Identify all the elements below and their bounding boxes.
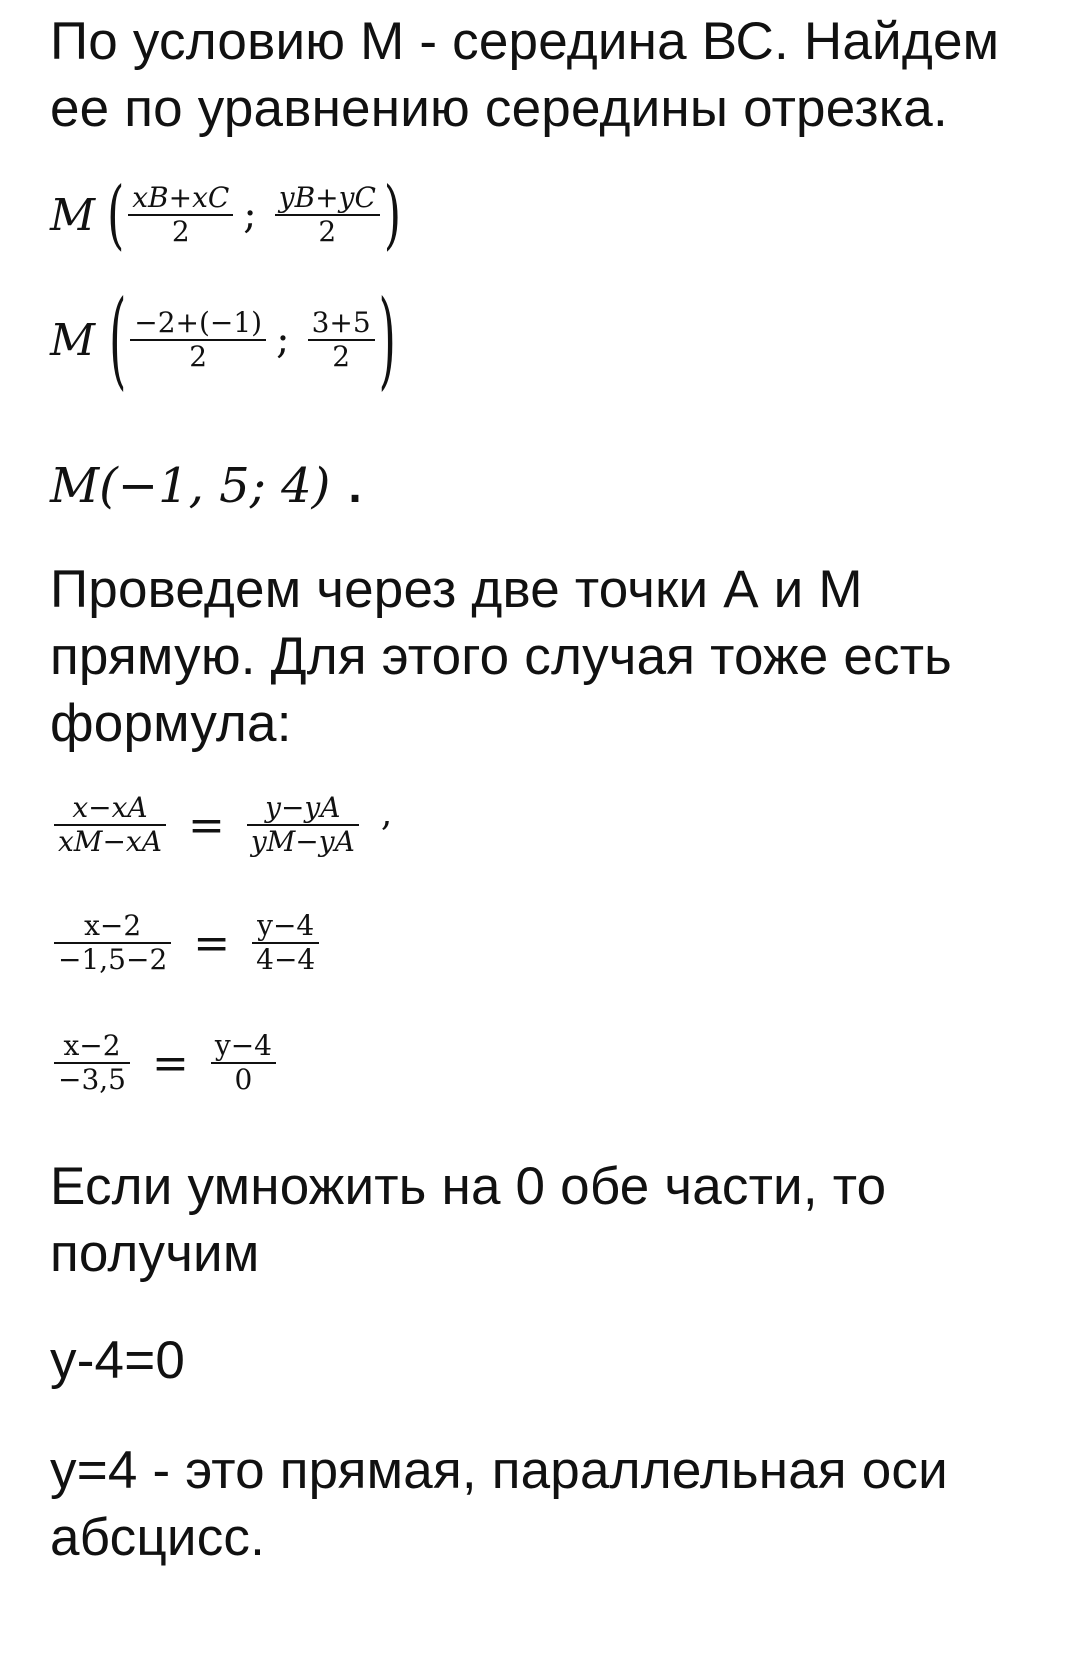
fraction-numerator: y−4 xyxy=(214,1029,272,1062)
multiply-paragraph: Если умножить на 0 обе части, то получим xyxy=(50,1157,887,1283)
midpoint-x-fraction xyxy=(128,182,233,248)
midpoint-formula: M ( $\frac{xB+xC}{2}$ ; $\frac{yB+yC}{2}$ ) xyxy=(50,171,402,259)
conclusion-paragraph: y=4 - это прямая, параллельная оси абсцисс. xyxy=(50,1441,948,1567)
midpoint-x-value-fraction xyxy=(130,307,266,373)
line-simplified: $\frac{x-2}{-3,5}$ = $\frac{y-4}{0}$ xyxy=(50,1030,280,1096)
fraction-denominator: 2 xyxy=(318,215,337,248)
fraction-denominator: −3,5 xyxy=(58,1063,126,1096)
midpoint-y-value-fraction xyxy=(308,307,375,373)
fraction-numerator: y−4 xyxy=(257,909,315,942)
fraction-numerator: x−2 xyxy=(84,909,142,942)
line-formula-left-fraction xyxy=(54,792,166,858)
line-simplified-right-fraction xyxy=(211,1030,276,1096)
line-substitution: $\frac{x-2}{-1,5-2}$ = $\frac{y-4}{4-4}$ xyxy=(50,910,323,976)
m-symbol: M xyxy=(50,314,96,366)
trailing-comma: , xyxy=(380,792,393,834)
fraction-numerator: 3+5 xyxy=(311,306,371,339)
fraction-numerator: yB+yC xyxy=(278,181,376,214)
fraction-numerator: x−xA xyxy=(72,791,148,824)
fraction-numerator: x−2 xyxy=(63,1029,121,1062)
fraction-denominator: 0 xyxy=(234,1063,253,1096)
m-symbol: M xyxy=(50,189,96,241)
fraction-denominator: −1,5−2 xyxy=(58,943,168,976)
fraction-numerator: xB+xC xyxy=(132,181,230,214)
fraction-denominator: yM−yA xyxy=(250,825,355,858)
midpoint-y-fraction xyxy=(275,182,380,248)
fraction-numerator: y−yA xyxy=(265,791,341,824)
line-subst-left-fraction xyxy=(54,910,171,976)
line-formula: $\frac{x-xA}{xM-xA}$ = $\frac{y-yA}{yM-yA}$ , xyxy=(50,792,392,858)
line-formula-right-fraction xyxy=(247,792,359,858)
midpoint-result-text: M(−1, 5; 4) xyxy=(50,458,331,514)
intro-paragraph: По условию М - середина ВС. Найдем ее по уравнению середины отрезка. xyxy=(50,12,1000,138)
line-subst-right-fraction xyxy=(252,910,319,976)
fraction-denominator: 4−4 xyxy=(256,943,316,976)
line-simplified-left-fraction xyxy=(54,1030,130,1096)
fraction-denominator: xM−xA xyxy=(58,825,162,858)
fraction-numerator: −2+(−1) xyxy=(134,306,263,339)
midpoint-substitution: M ( $\frac{-2+(-1)}{2}$ ; $\frac{3+5}{2}$ ) xyxy=(50,278,396,402)
fraction-denominator: 2 xyxy=(189,340,208,373)
fraction-denominator: 2 xyxy=(332,340,351,373)
midpoint-result: M(−1, 5; 4) . xyxy=(50,458,362,514)
fraction-denominator: 2 xyxy=(171,215,190,248)
result-equation: y-4=0 xyxy=(50,1331,186,1390)
line-paragraph: Проведем через две точки А и М прямую. Для этого случая тоже есть формула: xyxy=(50,560,952,753)
